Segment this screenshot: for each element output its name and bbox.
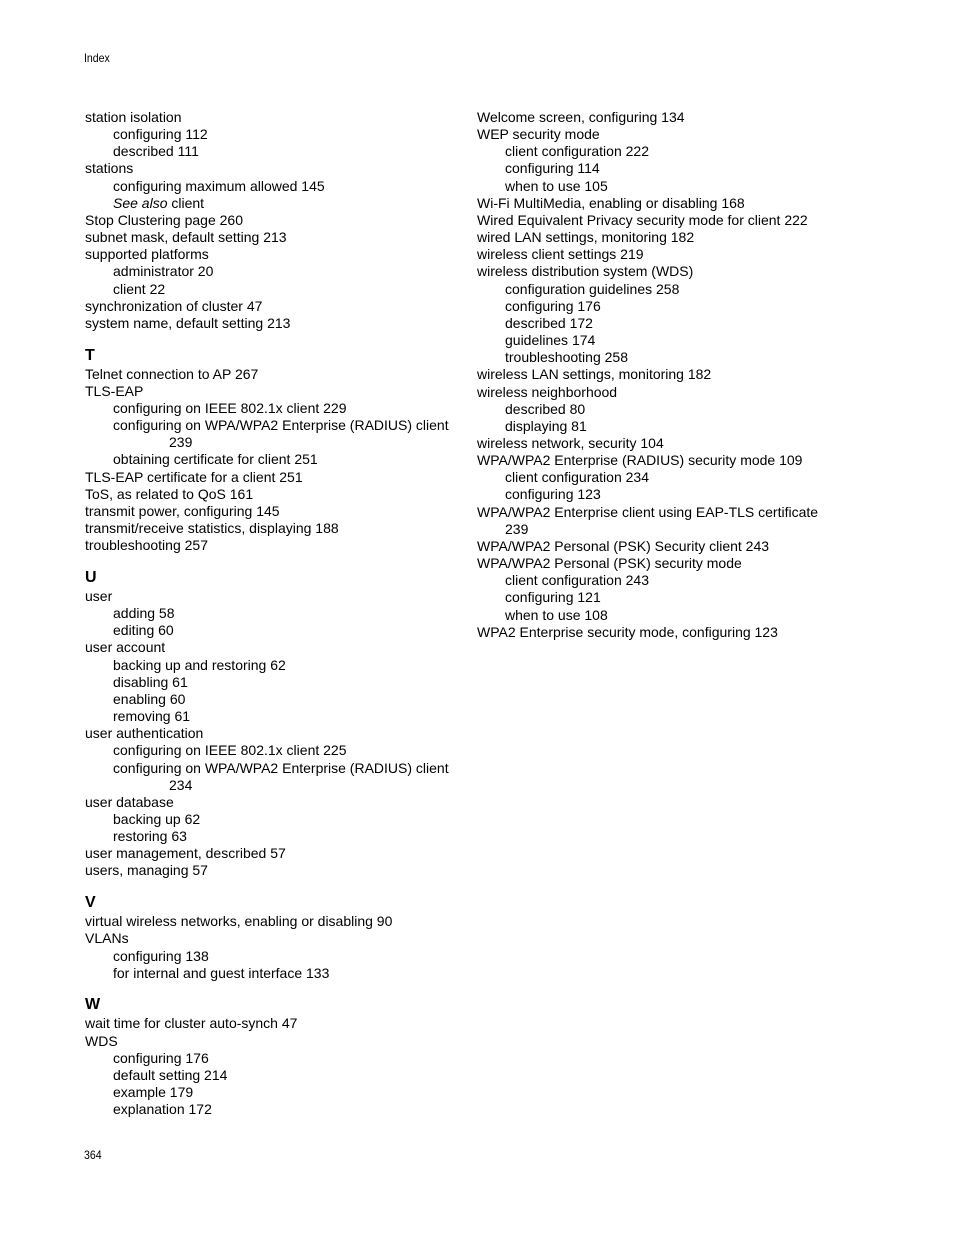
index-subentry: configuring 176 — [113, 1049, 209, 1066]
index-subentry: described 111 — [113, 143, 199, 160]
index-subentry: when to use 105 — [505, 177, 608, 194]
index-subentry: configuring on IEEE 802.1x client 225 — [113, 742, 347, 759]
index-entry: users, managing 57 — [85, 862, 208, 879]
index-entry: WEP security mode — [477, 126, 600, 143]
index-entry: station isolation — [85, 109, 182, 125]
index-entry: wireless neighborhood — [477, 383, 618, 400]
see-also-target: client — [167, 194, 205, 211]
index-subentry: obtaining certificate for client 251 — [113, 451, 318, 468]
index-subentry: client configuration 243 — [505, 572, 649, 589]
index-column-right — [477, 109, 857, 641]
index-entry: Welcome screen, configuring 134 — [477, 109, 685, 125]
index-subentry: explanation 172 — [113, 1101, 212, 1118]
index-entry: transmit/receive statistics, displaying 188 — [85, 520, 339, 537]
index-letter-heading: V — [85, 894, 96, 912]
index-entry-continuation: 239 — [169, 434, 193, 451]
index-subentry: enabling 60 — [113, 690, 186, 707]
index-subentry: configuration guidelines 258 — [505, 280, 680, 297]
index-subentry: described 172 — [505, 314, 593, 331]
index-subentry: default setting 214 — [113, 1066, 228, 1083]
index-entry: user — [85, 587, 113, 604]
index-entry: Wired Equivalent Privacy security mode for client 222 — [477, 211, 808, 228]
index-subentry: administrator 20 — [113, 263, 214, 280]
index-subentry: configuring 121 — [505, 589, 601, 606]
index-see-also — [85, 195, 460, 212]
index-entry: wait time for cluster auto-synch 47 — [85, 1015, 298, 1032]
index-subentry: for internal and guest interface 133 — [113, 964, 330, 981]
index-entry-continuation: 239 — [505, 520, 529, 537]
index-entry: troubleshooting 257 — [85, 537, 208, 554]
index-entry: stations — [85, 160, 134, 177]
index-entry: wireless network, security 104 — [477, 434, 664, 451]
index-entry: user account — [85, 639, 166, 656]
index-letter-heading: U — [85, 568, 97, 586]
index-column-left — [85, 109, 460, 1118]
index-entry: wireless client settings 219 — [477, 246, 644, 263]
index-subentry: configuring 138 — [113, 947, 209, 964]
running-head: Index — [84, 51, 110, 65]
index-entry: TLS-EAP certificate for a client 251 — [85, 468, 303, 485]
index-entry: synchronization of cluster 47 — [85, 297, 263, 314]
index-entry: supported platforms — [85, 246, 209, 263]
index-entry: user management, described 57 — [85, 845, 286, 862]
page-number: 364 — [84, 1148, 102, 1162]
index-entry: user database — [85, 793, 174, 810]
index-entry: ToS, as related to QoS 161 — [85, 485, 254, 502]
index-entry: WPA/WPA2 Personal (PSK) security mode — [477, 555, 742, 572]
index-subentry: backing up and restoring 62 — [113, 656, 286, 673]
index-entry: WPA/WPA2 Personal (PSK) Security client 243 — [477, 537, 770, 554]
index-entry: wired LAN settings, monitoring 182 — [477, 229, 695, 246]
index-subentry: backing up 62 — [113, 810, 201, 827]
index-subentry: disabling 61 — [113, 673, 188, 690]
index-entry: user authentication — [85, 725, 204, 742]
index-entry: TLS-EAP — [85, 382, 144, 399]
index-subentry: adding 58 — [113, 605, 175, 622]
index-subentry: example 179 — [113, 1084, 194, 1101]
index-entry: Wi-Fi MultiMedia, enabling or disabling 168 — [477, 194, 745, 211]
index-subentry: configuring 176 — [505, 297, 601, 314]
index-entry: virtual wireless networks, enabling or disabling 90 — [85, 913, 393, 930]
index-subentry: when to use 108 — [505, 606, 608, 623]
index-subentry: guidelines 174 — [505, 332, 596, 349]
index-entry: WPA2 Enterprise security mode, configuring 123 — [477, 623, 778, 640]
index-entry: WDS — [85, 1032, 118, 1049]
index-entry: WPA/WPA2 Enterprise client using EAP-TLS certificate — [477, 503, 819, 520]
index-subentry: configuring on WPA/WPA2 Enterprise (RADIUS) client — [113, 417, 449, 434]
index-letter-heading: T — [85, 346, 95, 364]
see-also-label: See also — [113, 194, 168, 211]
index-entry: wireless distribution system (WDS) — [477, 263, 694, 280]
index-subentry: troubleshooting 258 — [505, 349, 628, 366]
index-entry: transmit power, configuring 145 — [85, 502, 280, 519]
index-subentry: removing 61 — [113, 708, 191, 725]
index-subentry: configuring 123 — [505, 486, 601, 503]
index-letter-heading: W — [85, 996, 101, 1014]
index-subentry: described 80 — [505, 400, 586, 417]
index-subentry: configuring on WPA/WPA2 Enterprise (RADIUS) client — [113, 759, 449, 776]
index-entry: VLANs — [85, 930, 129, 947]
index-entry-continuation: 234 — [169, 776, 193, 793]
index-subentry: editing 60 — [113, 622, 174, 639]
index-entry: Stop Clustering page 260 — [85, 211, 243, 228]
index-entry: system name, default setting 213 — [85, 314, 291, 331]
index-entry: Telnet connection to AP 267 — [85, 365, 259, 382]
index-subentry: configuring 114 — [505, 160, 600, 177]
index-subentry: configuring on IEEE 802.1x client 229 — [113, 399, 347, 416]
index-entry: WPA/WPA2 Enterprise (RADIUS) security mode 109 — [477, 452, 803, 469]
index-subentry: client 22 — [113, 280, 166, 297]
index-entry: wireless LAN settings, monitoring 182 — [477, 366, 712, 383]
index-subentry: client configuration 234 — [505, 469, 649, 486]
index-subentry: restoring 63 — [113, 828, 187, 845]
index-subentry: configuring 112 — [113, 126, 208, 143]
index-entry: subnet mask, default setting 213 — [85, 229, 287, 246]
index-subentry: displaying 81 — [505, 417, 587, 434]
index-subentry: client configuration 222 — [505, 143, 649, 160]
index-subentry: configuring maximum allowed 145 — [113, 177, 325, 194]
